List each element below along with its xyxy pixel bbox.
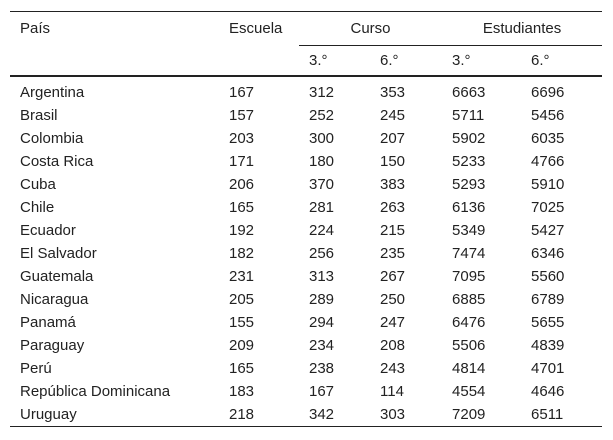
cell-estudiantes-grade6: 6789: [531, 291, 565, 308]
table-row: [10, 265, 602, 288]
cell-escuela: 192: [229, 222, 255, 239]
cell-pais: Colombia: [20, 130, 84, 147]
cell-curso-grade3: 180: [309, 153, 335, 170]
cell-pais: Costa Rica: [20, 153, 94, 170]
table-row: [10, 104, 602, 127]
cell-curso-grade3: 294: [309, 314, 335, 331]
cell-escuela: 167: [229, 84, 255, 101]
country-data-table: [10, 11, 602, 427]
cell-curso-grade6: 267: [380, 268, 406, 285]
cell-curso-grade6: 215: [380, 222, 406, 239]
cell-estudiantes-grade6: 7025: [531, 199, 565, 216]
cell-escuela: 209: [229, 337, 255, 354]
header-estudiantes-grade3: 3.°: [442, 46, 521, 77]
cell-curso-grade6: 247: [380, 314, 406, 331]
cell-estudiantes-grade3: 5506: [452, 337, 486, 354]
cell-estudiantes-grade6: 5427: [531, 222, 565, 239]
cell-escuela: 165: [229, 360, 255, 377]
cell-estudiantes-grade3: 6136: [452, 199, 486, 216]
cell-pais: El Salvador: [20, 245, 97, 262]
cell-curso-grade6: 150: [380, 153, 406, 170]
header-estudiantes-grade6: 6.°: [521, 46, 602, 77]
table-row: [10, 219, 602, 242]
cell-pais: Uruguay: [10, 403, 219, 427]
cell-estudiantes-grade3: 7095: [452, 268, 486, 285]
cell-curso-grade3: 300: [309, 130, 335, 147]
cell-pais: Panamá: [20, 314, 76, 331]
cell-curso-grade3: 167: [309, 383, 335, 400]
table-row: [10, 242, 602, 265]
cell-estudiantes-grade6: 6346: [531, 245, 565, 262]
table-row: [10, 311, 602, 334]
cell-curso-grade6: 353: [380, 84, 406, 101]
cell-estudiantes-grade3: 6476: [452, 314, 486, 331]
cell-estudiantes-grade6: 5910: [531, 176, 565, 193]
cell-curso-grade3: 238: [309, 360, 335, 377]
header-curso-grade6: 6.°: [370, 46, 442, 77]
cell-curso-grade6: 245: [380, 107, 406, 124]
cell-estudiantes-grade3: 7209: [442, 403, 521, 427]
cell-estudiantes-grade3: 6663: [452, 84, 486, 101]
cell-escuela: 182: [229, 245, 255, 262]
cell-curso-grade6: 235: [380, 245, 406, 262]
cell-curso-grade3: 312: [309, 84, 335, 101]
table-row: [10, 196, 602, 219]
cell-curso-grade6: 114: [380, 383, 404, 400]
cell-estudiantes-grade6: 4766: [531, 153, 565, 170]
cell-curso-grade6: 303: [370, 403, 442, 427]
header-curso: Curso: [299, 12, 442, 46]
cell-estudiantes-grade6: 5456: [531, 107, 565, 124]
cell-estudiantes-grade3: 5349: [452, 222, 486, 239]
table-row: [10, 173, 602, 196]
cell-curso-grade3: 281: [309, 199, 335, 216]
cell-escuela: 231: [229, 268, 255, 285]
cell-curso-grade6: 250: [380, 291, 406, 308]
cell-curso-grade6: 263: [380, 199, 406, 216]
header-row-top: [10, 12, 602, 46]
cell-pais: Guatemala: [20, 268, 94, 285]
cell-pais: Ecuador: [20, 222, 76, 239]
cell-pais: Perú: [20, 360, 52, 377]
cell-curso-grade6: 208: [380, 337, 406, 354]
cell-pais: República Dominicana: [20, 383, 171, 400]
header-estudiantes: Estudiantes: [442, 12, 602, 46]
cell-estudiantes-grade6: 4701: [531, 360, 565, 377]
cell-curso-grade3: 252: [309, 107, 335, 124]
cell-escuela: 203: [229, 130, 255, 147]
cell-curso-grade3: 256: [309, 245, 335, 262]
table-row: [10, 288, 602, 311]
cell-pais: Nicaragua: [20, 291, 89, 308]
cell-pais: Brasil: [20, 107, 58, 124]
cell-estudiantes-grade3: 4814: [452, 360, 486, 377]
cell-estudiantes-grade6: 5560: [531, 268, 565, 285]
data-table-container: [10, 11, 602, 427]
cell-estudiantes-grade3: 7474: [452, 245, 486, 262]
cell-escuela: 206: [229, 176, 255, 193]
cell-estudiantes-grade3: 6885: [452, 291, 486, 308]
table-row: [10, 357, 602, 380]
cell-curso-grade3: 289: [309, 291, 335, 308]
cell-estudiantes-grade6: 4646: [531, 383, 565, 400]
table-row: [10, 127, 602, 150]
cell-curso-grade3: 224: [309, 222, 335, 239]
table-body: [10, 76, 602, 427]
cell-estudiantes-grade3: 5293: [452, 176, 486, 193]
cell-escuela: 155: [229, 314, 255, 331]
cell-estudiantes-grade3: 4554: [452, 383, 486, 400]
cell-pais: Chile: [20, 199, 55, 216]
cell-curso-grade3: 370: [309, 176, 335, 193]
cell-escuela: 171: [229, 153, 255, 170]
cell-curso-grade6: 207: [380, 130, 406, 147]
cell-pais: Paraguay: [20, 337, 85, 354]
header-pais: País: [10, 12, 219, 46]
table-row: [10, 403, 602, 427]
cell-curso-grade3: 342: [299, 403, 370, 427]
header-curso-grade3: 3.°: [299, 46, 370, 77]
cell-curso-grade3: 234: [309, 337, 335, 354]
cell-escuela: 205: [229, 291, 255, 308]
cell-pais: Cuba: [20, 176, 56, 193]
cell-estudiantes-grade6: 6511: [521, 403, 602, 427]
cell-estudiantes-grade3: 5233: [452, 153, 486, 170]
header-escuela: Escuela: [219, 12, 299, 46]
cell-escuela: 165: [229, 199, 255, 216]
header-row-sub: [10, 46, 602, 77]
cell-estudiantes-grade3: 5711: [452, 107, 485, 124]
table-row: [10, 76, 602, 104]
cell-estudiantes-grade6: 5655: [531, 314, 565, 331]
table-row: [10, 334, 602, 357]
table-row: [10, 150, 602, 173]
cell-curso-grade6: 383: [380, 176, 406, 193]
cell-escuela: 218: [219, 403, 299, 427]
cell-escuela: 183: [229, 383, 255, 400]
cell-curso-grade3: 313: [309, 268, 335, 285]
cell-pais: Argentina: [20, 84, 85, 101]
cell-escuela: 157: [229, 107, 255, 124]
table-row: [10, 380, 602, 403]
cell-estudiantes-grade6: 6035: [531, 130, 565, 147]
cell-estudiantes-grade6: 6696: [531, 84, 565, 101]
cell-estudiantes-grade3: 5902: [452, 130, 486, 147]
cell-estudiantes-grade6: 4839: [531, 337, 565, 354]
cell-curso-grade6: 243: [380, 360, 406, 377]
